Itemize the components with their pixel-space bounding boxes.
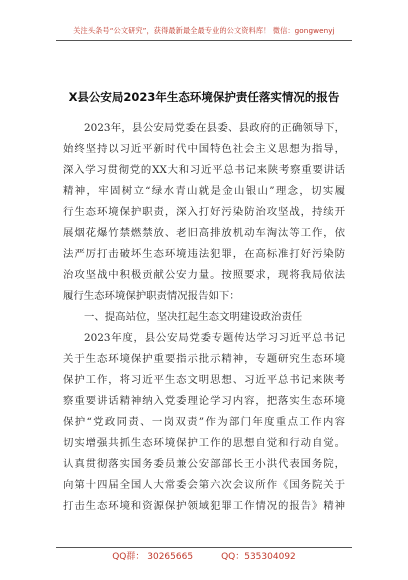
body-line: 展烟花爆竹禁燃禁放、老旧高排放机动车淘汰等工作，依	[63, 227, 345, 239]
body-line: 始终坚持以习近平新时代中国特色社会主义思想为指导，	[63, 143, 345, 155]
body-line: 保护“党政同责、一岗双责”作为部门年度重点工作内容	[63, 416, 345, 428]
body-line: 察重要讲话精神纳入党委理论学习内容，把落实生态环境	[63, 395, 345, 407]
promo-header: 关注头条号“公文研究”，获得最新最全最专业的公文资料库！ 微信：gongwenyj	[73, 26, 335, 35]
body-line: 保护工作，将习近平生态文明思想、习近平总书记来陕考	[63, 374, 345, 386]
body-line: 深入学习贯彻党的XX大和习近平总书记来陕考察重要讲话	[63, 164, 345, 176]
body-line: 打击生态环境和资源保护领域犯罪工作情况的报告》精神	[63, 500, 345, 512]
qq-number: QQ：535304092	[221, 552, 296, 562]
body-line: 关于生态环境保护重要指示批示精神，专题研究生态环境	[63, 353, 345, 365]
body-line: 精神，牢固树立“绿水青山就是金山银山”理念，切实履	[63, 185, 345, 197]
body-line: 认真贯彻落实国务委员兼公安部部长王小洪代表国务院，	[63, 458, 345, 470]
body-line: 治攻坚战中积极贡献公安力量。按照要求，现将我局依法	[63, 269, 345, 281]
document-title: X县公安局2023年生态环境保护责任落实情况的报告	[68, 90, 340, 104]
header-divider	[56, 40, 352, 41]
body-line: 履行生态环境保护职责情况报告如下：	[63, 290, 240, 302]
footer-divider	[56, 547, 352, 548]
body-line: 行生态环境保护职责，深入打好污染防治攻坚战，持续开	[63, 206, 345, 218]
body-line: 2023年，县公安局党委在县委、县政府的正确领导下，	[84, 122, 345, 134]
body-line: 切实增强共抓生态环境保护工作的思想自觉和行动自觉。	[63, 437, 345, 449]
footer-contact	[0, 549, 408, 562]
section-heading: 一、提高站位，坚决扛起生态文明建设政治责任	[84, 311, 303, 323]
body-line: 2023年度，县公安局党委专题传达学习习近平总书记	[84, 332, 345, 344]
body-line: 法严厉打击破坏生态环境违法犯罪，在高标准打好污染防	[63, 248, 345, 260]
qq-group: QQ群： 30265665	[112, 552, 194, 562]
body-line: 向第十四届全国人大常委会第六次会议所作《国务院关于	[63, 479, 345, 491]
